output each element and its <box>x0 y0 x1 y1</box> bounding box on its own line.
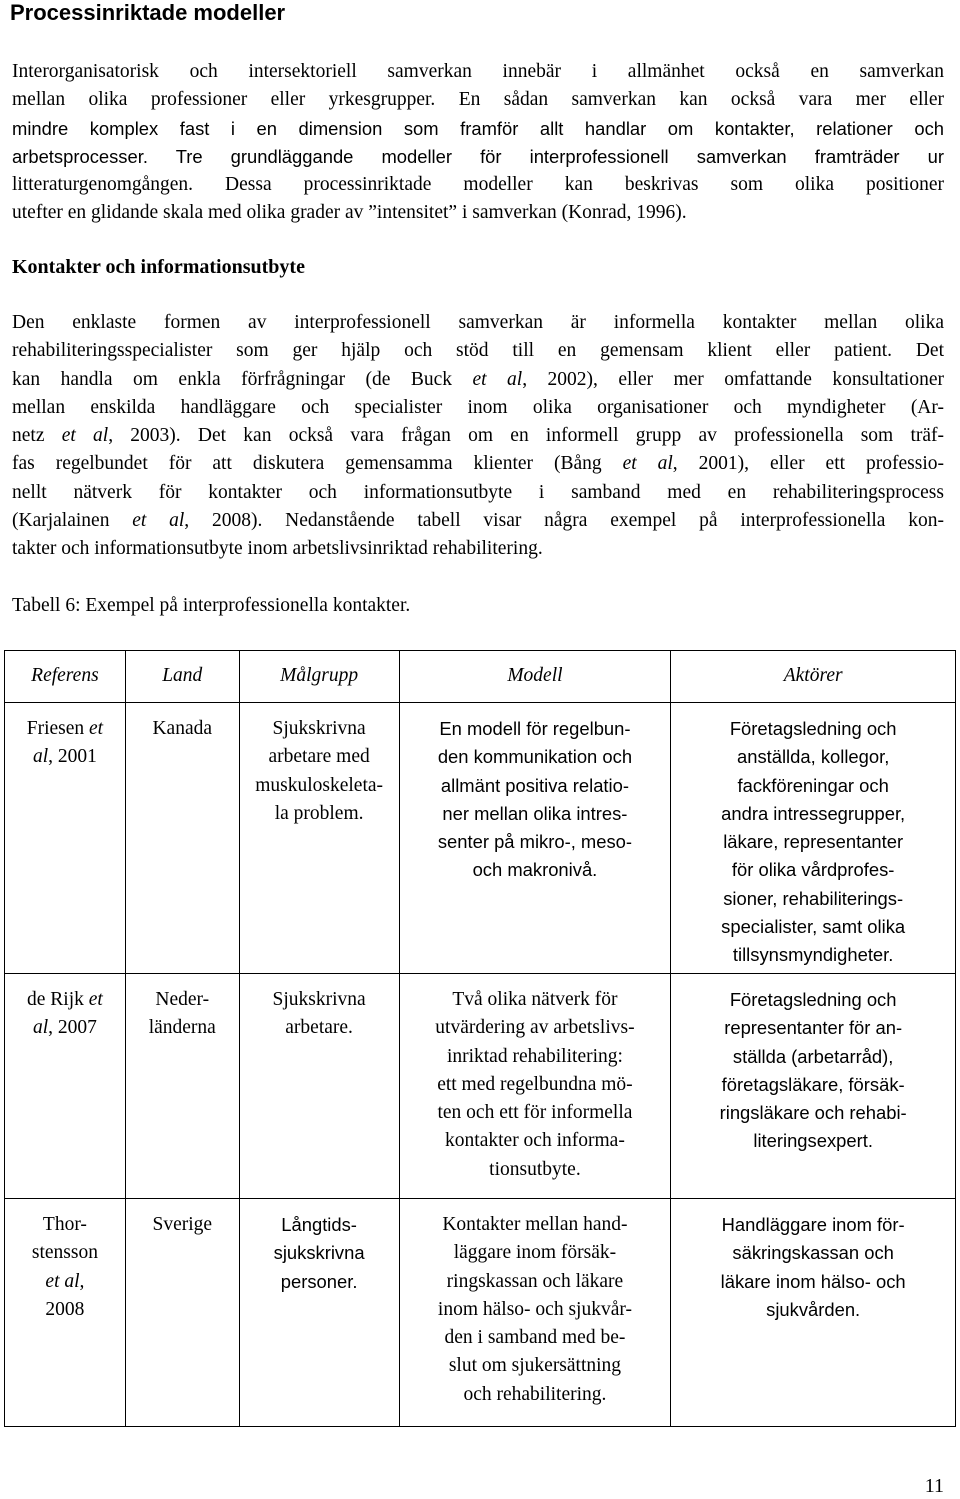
table-header-row <box>5 651 956 703</box>
paragraph-line: Interorganisatorisk och intersektoriell samverkan innebär i allmänhet också en samverkan <box>12 61 944 82</box>
table-row <box>5 974 956 1199</box>
paragraph-line: kan handla om enkla förfrågningar (de Buck et al, 2002), eller mer omfattande konsultationer <box>12 368 944 390</box>
cell-referens: Friesen et al, 2001 <box>5 703 126 974</box>
cell-modell: En modell för regelbun- den kommunikation och allmänt positiva relatio- ner mellan olika intres- senter på mikro-, meso- och makronivå. <box>399 703 671 974</box>
cell-land: Neder- länderna <box>125 974 239 1199</box>
cell-aktorer: Företagsledning och representanter för an- ställda (arbetarråd), företagsläkare, försäk- ringsläkare och rehabi- literingsexpert. <box>671 974 956 1199</box>
cell-aktorer: Handläggare inom för- säkringskassan och läkare inom hälso- och sjukvården. <box>671 1199 956 1427</box>
paragraph-line: Den enklaste formen av interprofessionell samverkan är informella kontakter mellan olika <box>12 312 944 333</box>
table-row <box>5 703 956 974</box>
cell-referens: Thor- stensson et al, 2008 <box>5 1199 126 1427</box>
header-land: Land <box>125 651 239 703</box>
header-aktorer: Aktörer <box>671 651 956 703</box>
cell-modell: Två olika nätverk för utvärdering av arbetslivs- inriktad rehabilitering: ett med regelbundna mö- ten och ett för informella kontakter och informa- tionsutbyte. <box>399 974 671 1199</box>
header-modell: Modell <box>399 651 671 703</box>
cell-malgrupp: Långtids- sjukskrivna personer. <box>239 1199 399 1427</box>
header-referens: Referens <box>5 651 126 703</box>
intro-paragraph <box>12 58 944 228</box>
paragraph-line: fas regelbundet för att diskutera gemensamma klienter (Bång et al, 2001), eller ett professio- <box>12 453 944 475</box>
paragraph-line: mellan enskilda handläggare och specialister inom olika organisationer och myndigheter (Ar- <box>12 396 944 418</box>
cell-land: Sverige <box>125 1199 239 1427</box>
cell-referens: de Rijk et al, 2007 <box>5 974 126 1199</box>
paragraph-line: (Karjalainen et al, 2008). Nedanstående tabell visar några exempel på interprofessionella kon- <box>12 510 944 532</box>
paragraph-line: nellt nätverk för kontakter och informationsutbyte i samband med en rehabiliteringsprocess <box>12 481 944 503</box>
contacts-table <box>4 650 956 1427</box>
paragraph-line: arbetsprocesser. Tre grundläggande modeller för interprofessionell samverkan framträder ur <box>12 145 944 167</box>
cell-land: Kanada <box>125 703 239 974</box>
page-number: 11 <box>924 1475 944 1497</box>
body-paragraph <box>12 309 944 564</box>
table-row <box>5 1199 956 1427</box>
paragraph-line: mellan olika professioner eller yrkesgrupper. En sådan samverkan kan också vara mer eller <box>12 89 944 111</box>
paragraph-line: netz et al, 2003). Det kan också vara frågan om en informell grupp av professionella som träf- <box>12 425 945 447</box>
header-malgrupp: Målgrupp <box>239 651 399 703</box>
subsection-heading: Kontakter och informationsutbyte <box>12 256 305 278</box>
table-caption: Tabell 6: Exempel på interprofessionella kontakter. <box>12 595 411 616</box>
cell-modell: Kontakter mellan hand- läggare inom försäk- ringskassan och läkare inom hälso- och sjukvår- den i samband med be- slut om sjukersättning och rehabilitering. <box>399 1199 671 1427</box>
paragraph-line: litteraturgenomgången. Dessa processinriktade modeller kan beskrivas som olika positioner <box>12 174 944 196</box>
section-heading: Processinriktade modeller <box>10 0 286 25</box>
cell-aktorer: Företagsledning och anställda, kollegor, fackföreningar och andra intressegrupper, läkare, representanter för olika vårdprofes- sioner, rehabiliterings- specialister, samt olika tillsynsmyndigheter. <box>671 703 956 974</box>
cell-malgrupp: Sjukskrivna arbetare. <box>239 974 399 1199</box>
paragraph-line: takter och informationsutbyte inom arbetslivsinriktad rehabilitering. <box>12 538 543 560</box>
paragraph-line: rehabiliteringsspecialister som ger hjälp och stöd till en gemensam klient eller patient. Det <box>12 340 944 362</box>
cell-malgrupp: Sjukskrivna arbetare med muskuloskeleta- la problem. <box>239 703 399 974</box>
paragraph-line: utefter en glidande skala med olika grader av ”intensitet” i samverkan (Konrad, 1996). <box>12 202 687 224</box>
paragraph-line: mindre komplex fast i en dimension som framför allt handlar om kontakter, relationer och <box>12 117 944 139</box>
